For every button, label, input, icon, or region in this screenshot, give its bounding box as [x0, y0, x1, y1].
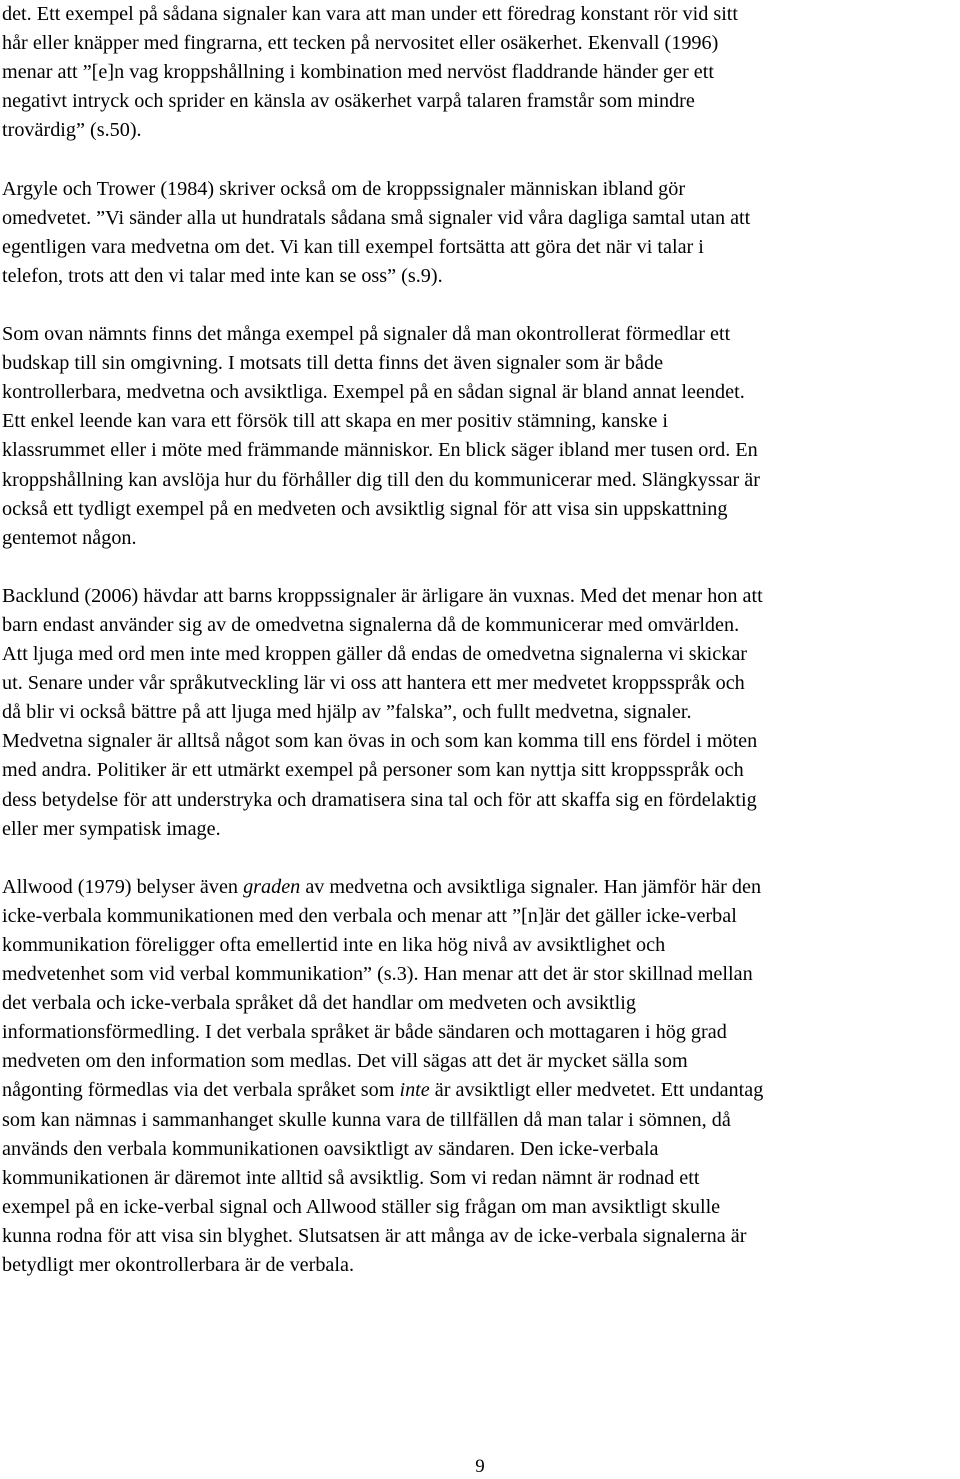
text-line [2, 815, 958, 844]
text-segment: exempel på en icke-verbal signal och Allwood ställer sig frågan om man avsiktligt skulle [2, 1195, 721, 1218]
text-segment: då blir vi också bättre på att ljuga med hjälp av ”falska”, och fullt medvetna, signaler. [2, 701, 692, 724]
text-segment: icke-verbala kommunikationen med den verbala och menar att ”[n]är det gäller icke-verbal [2, 904, 737, 927]
text-segment: kunna rodna för att visa sin blyghet. Slutsatsen är att många av de icke-verbala signalerna är [2, 1224, 747, 1247]
text-line [2, 1047, 958, 1076]
text-line [2, 960, 958, 989]
text-segment: av medvetna och avsiktliga signaler. Han jämför här den [300, 875, 762, 898]
text-line [2, 669, 958, 698]
text-line [2, 1193, 958, 1222]
text-segment: egentligen vara medvetna om det. Vi kan till exempel fortsätta att göra det när vi talar i [2, 235, 704, 258]
text-line [2, 902, 958, 931]
text-line [2, 175, 958, 204]
text-segment: telefon, trots att den vi talar med inte kan se oss” (s.9). [2, 264, 443, 287]
text-segment: menar att ”[e]n vag kroppshållning i kombination med nervöst fladdrande händer ger ett [2, 61, 714, 84]
text-line [2, 378, 958, 407]
emphasized-word: graden [243, 875, 301, 898]
text-segment: någonting förmedlas via det verbala språket som [2, 1079, 400, 1102]
text-line [2, 1164, 958, 1193]
paragraph [2, 175, 958, 291]
text-line [2, 320, 958, 349]
paragraph [2, 320, 958, 553]
text-segment: kommunikationen är däremot inte alltid så avsiktlig. Som vi redan nämnt är rodnad ett [2, 1166, 700, 1189]
text-segment: Backlund (2006) hävdar att barns kroppssignaler är ärligare än vuxnas. Med det menar hon att [2, 584, 763, 607]
paragraph [2, 0, 958, 145]
text-line [2, 640, 958, 669]
text-line [2, 524, 958, 553]
text-line [2, 1106, 958, 1135]
text-segment: kontrollerbara, medvetna och avsiktliga. Exempel på en sådan signal är bland annat leendet. [2, 381, 745, 404]
text-line [2, 786, 958, 815]
text-segment: klassrummet eller i möte med främmande människor. En blick säger ibland mer tusen ord. En [2, 439, 758, 462]
text-segment: betydligt mer okontrollerbara är de verbala. [2, 1254, 355, 1277]
text-segment: som kan nämnas i sammanhanget skulle kunna vara de tillfällen då man talar i sömnen, då [2, 1108, 731, 1131]
text-line [2, 407, 958, 436]
text-segment: medveten om den information som medlas. Det vill sägas att det är mycket sälla som [2, 1050, 688, 1073]
text-line [2, 233, 958, 262]
text-line [2, 204, 958, 233]
text-segment: också ett tydligt exempel på en medveten och avsiktlig signal för att visa sin uppskattning [2, 497, 728, 520]
emphasized-word: inte [399, 1079, 430, 1102]
text-line [2, 349, 958, 378]
text-segment: kommunikation föreligger ofta emellertid inte en lika hög nivå av avsiktlighet och [2, 934, 666, 956]
paragraph [2, 582, 958, 844]
text-segment: Allwood (1979) belyser även [2, 875, 244, 898]
text-line [2, 87, 958, 116]
text-segment: gentemot någon. [2, 526, 137, 549]
text-segment: Ett enkel leende kan vara ett försök till att skapa en mer positiv stämning, kanske i [2, 410, 669, 433]
text-segment: kroppshållning kan avslöja hur du förhåller dig till den du kommunicerar med. Slängkyssar är [2, 468, 760, 491]
text-segment: omedvetet. ”Vi sänder alla ut hundratals sådana små signaler vid våra dagliga samtal utan att [2, 206, 751, 229]
text-segment: trovärdig” (s.50). [2, 119, 142, 142]
text-line [2, 1018, 958, 1047]
text-segment: det verbala och icke-verbala språket då det handlar om medveten och avsiktlig [2, 992, 636, 1015]
body-text [2, 0, 958, 1309]
text-segment: eller mer sympatisk image. [2, 817, 221, 840]
text-line [2, 262, 958, 291]
text-line [2, 989, 958, 1018]
text-segment: Som ovan nämnts finns det många exempel på signaler då man okontrollerat förmedlar ett [2, 323, 731, 346]
text-segment: negativt intryck och sprider en känsla av osäkerhet varpå talaren framstår som mindre [2, 90, 695, 113]
text-line [2, 873, 958, 902]
text-segment: informationsförmedling. I det verbala språket är både sändaren och mottagaren i hög grad [2, 1021, 727, 1044]
text-line [2, 436, 958, 465]
text-segment: med andra. Politiker är ett utmärkt exempel på personer som kan nyttja sitt kroppsspråk och [2, 759, 744, 782]
text-line [2, 1251, 958, 1280]
paragraph [2, 873, 958, 1280]
text-line [2, 1222, 958, 1251]
text-line [2, 931, 958, 960]
text-segment: hår eller knäpper med fingrarna, ett tecken på nervositet eller osäkerhet. Ekenvall (1996) [2, 32, 719, 55]
text-line [2, 756, 958, 785]
text-line [2, 58, 958, 87]
text-segment: medvetenhet som vid verbal kommunikation” (s.3). Han menar att det är stor skillnad mellan [2, 963, 753, 986]
text-line [2, 0, 958, 29]
text-line [2, 29, 958, 58]
text-segment: budskap till sin omgivning. I motsats till detta finns det även signaler som är både [2, 352, 664, 375]
text-segment: ut. Senare under vår språkutveckling lär vi oss att hantera ett mer medvetet kroppsspråk och [2, 672, 745, 695]
text-line [2, 1076, 958, 1105]
text-line [2, 495, 958, 524]
text-line [2, 698, 958, 727]
text-line [2, 466, 958, 495]
text-segment: är avsiktligt eller medvetet. Ett undantag [429, 1079, 764, 1102]
text-line [2, 116, 958, 145]
text-line [2, 611, 958, 640]
text-segment: används den verbala kommunikationen oavsiktligt av sändaren. Den icke-verbala [2, 1137, 659, 1160]
text-segment: barn endast använder sig av de omedvetna signalerna då de kommunicerar med omvärlden. [2, 613, 740, 636]
page-number: 9 [475, 1456, 485, 1477]
text-segment: Argyle och Trower (1984) skriver också om de kroppssignaler människan ibland gör [2, 177, 686, 200]
text-segment: det. Ett exempel på sådana signaler kan vara att man under ett föredrag konstant rör vid sitt [2, 3, 739, 25]
text-line [2, 582, 958, 611]
text-segment: Medvetna signaler är alltså något som kan övas in och som kan komma till ens fördel i möten [2, 730, 758, 753]
text-segment: Att ljuga med ord men inte med kroppen gäller då endas de omedvetna signalerna vi skickar [2, 643, 748, 666]
text-line [2, 727, 958, 756]
text-line [2, 1135, 958, 1164]
text-segment: dess betydelse för att understryka och dramatisera sina tal och för att skaffa sig en fördelaktig [2, 788, 757, 811]
